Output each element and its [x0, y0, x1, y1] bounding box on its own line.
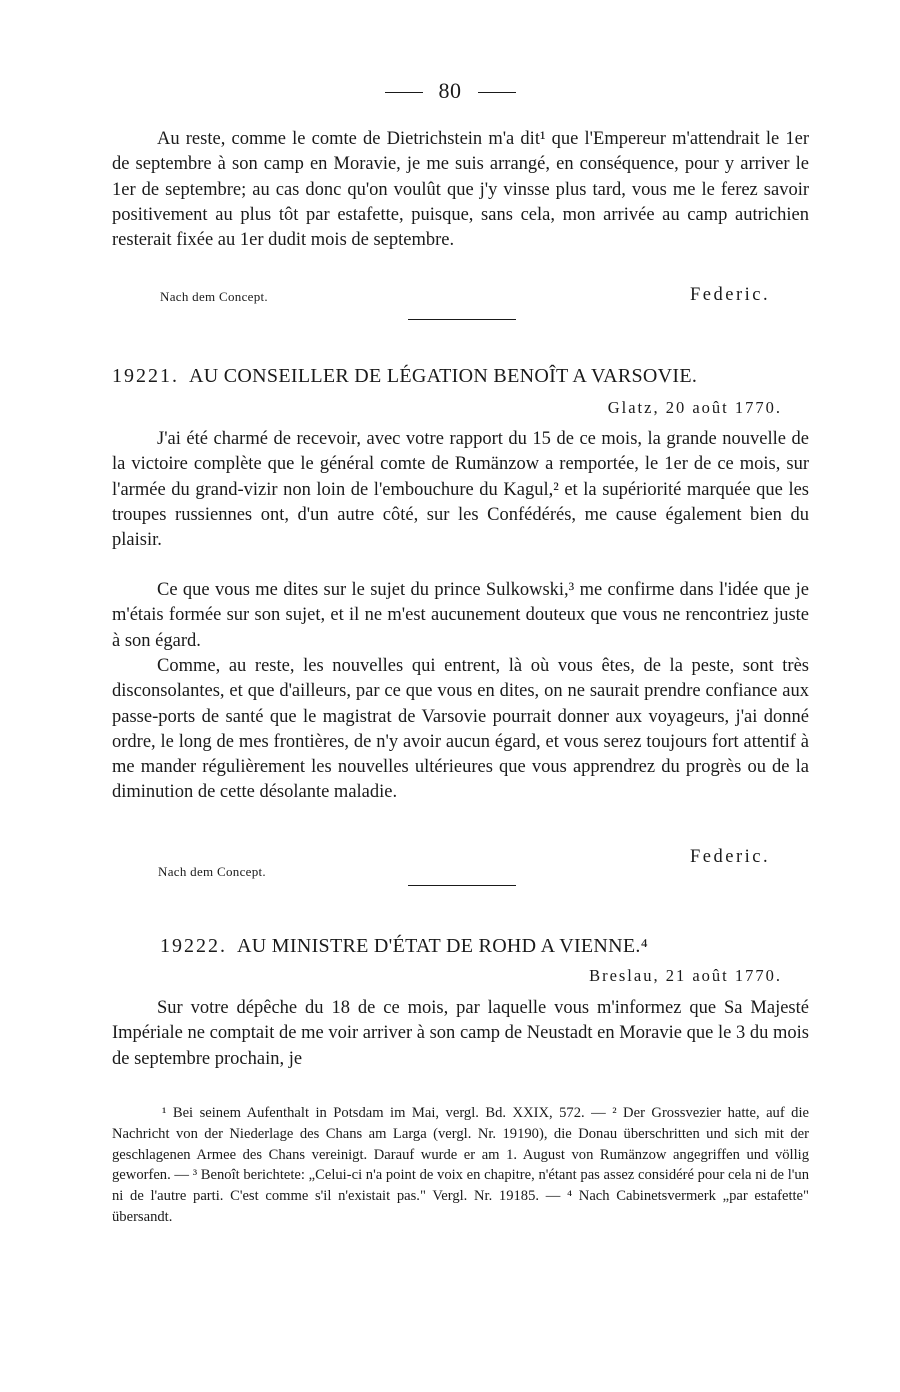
- letter-19221-heading: AU CONSEILLER DE LÉGATION BENOÎT A VARSOVIE.: [189, 365, 698, 387]
- page-number-line: [0, 78, 900, 104]
- letter-19221-heading-line: [112, 365, 809, 388]
- footnotes: ¹ Bei seinem Aufenthalt in Potsdam im Mai, vergl. Bd. XXIX, 572. — ² Der Grossvezier hatte, auf die Nachricht von der Niederlage des Chans am Larga (vergl. Nr. 19190), die Donau überschritten und sich mit der geschlagenen Armee des Chans vereinigt. Darauf wurde er am 1. August von Rumänzow angegriffen und völlig geworfen. — ³ Benoît berichtete: „Celui-ci n'a point de voix en chapitre, n'étant pas assez considéré pour cela ni de l'un ni de l'autre parti. C'est comme s'il n'existait pas." Vergl. Nr. 19185. — ⁴ Nach Cabinetsvermerk „par estafette" übersandt.: [112, 1105, 809, 1225]
- letter-19222-heading-line: [160, 935, 857, 958]
- letter-19221-number: 19221.: [112, 365, 179, 387]
- letter-19221-dateline: Glatz, 20 août 1770.: [607, 398, 782, 417]
- page-number-dash-right: [478, 92, 516, 93]
- letter-19222-heading: AU MINISTRE D'ÉTAT DE ROHD A VIENNE.⁴: [237, 935, 648, 957]
- page-number-dash-left: [385, 92, 423, 93]
- intro-paragraph: Au reste, comme le comte de Dietrichstein m'a dit¹ que l'Empereur m'attendrait le 1er de septembre à son camp en Moravie, je me suis arrangé, en conséquence, pour y arriver le 1er de septembre; au cas donc qu'on voulût que j'y vinsse plus tard, vous me le ferez savoir positivement au plus tôt par estafette, puisque, sans cela, mon arrivée au camp autrichien resterait fixée au 1er dudit mois de septembre.: [112, 129, 809, 251]
- letter-19222-number: 19222.: [160, 935, 227, 957]
- letter-19222-paragraph: Sur votre dépêche du 18 de ce mois, par laquelle vous m'informez que Sa Majesté Impériale ne comptait de me voir arriver à son camp de Neustadt en Moravie que le 3 du mois de septembre prochain, je: [112, 998, 809, 1069]
- letter-19221-paragraph-2: Ce que vous me dites sur le sujet du prince Sulkowski,³ me confirme dans l'idée que je m'étais formée sur son sujet, et il ne m'est aucunement douteux que vous ne rencontriez juste à son égard.: [112, 580, 809, 651]
- letter-19221-signature: Federic.: [690, 847, 771, 867]
- page-number: 80: [438, 78, 462, 103]
- section-divider: [408, 319, 516, 320]
- intro-signature: Federic.: [690, 285, 771, 305]
- letter-19221-paragraph-1: J'ai été charmé de recevoir, avec votre rapport du 15 de ce mois, la grande nouvelle de la victoire complète que le général comte de Rumänzow a remportée, le 1er de ce mois, sur l'armée du grand-vizir non loin de l'embouchure du Kagul,² et la supériorité marquée que les troupes russiennes ont, d'un autre côté, sur les Confédérés, me cause également bien du plaisir.: [112, 429, 809, 551]
- letter-19222-dateline: Breslau, 21 août 1770.: [589, 966, 782, 985]
- letter-19221-source-note: Nach dem Concept.: [158, 864, 266, 879]
- intro-source-note: Nach dem Concept.: [160, 289, 268, 304]
- section-divider-2: [408, 885, 516, 886]
- letter-19221-paragraph-3: Comme, au reste, les nouvelles qui entrent, là où vous êtes, de la peste, sont très disconsolantes, et que d'ailleurs, par ce que vous en dites, on ne saurait prendre confiance aux passe-ports de santé que le magistrat de Varsovie pourrait donner aux voyageurs, j'ai donné ordre, le long de mes frontières, de n'y avoir aucun égard, et vous serez toujours fort attentif à me mander régulièrement les nouvelles ultérieures que vous apprendrez du progrès ou de la diminution de cette désolante maladie.: [112, 656, 809, 803]
